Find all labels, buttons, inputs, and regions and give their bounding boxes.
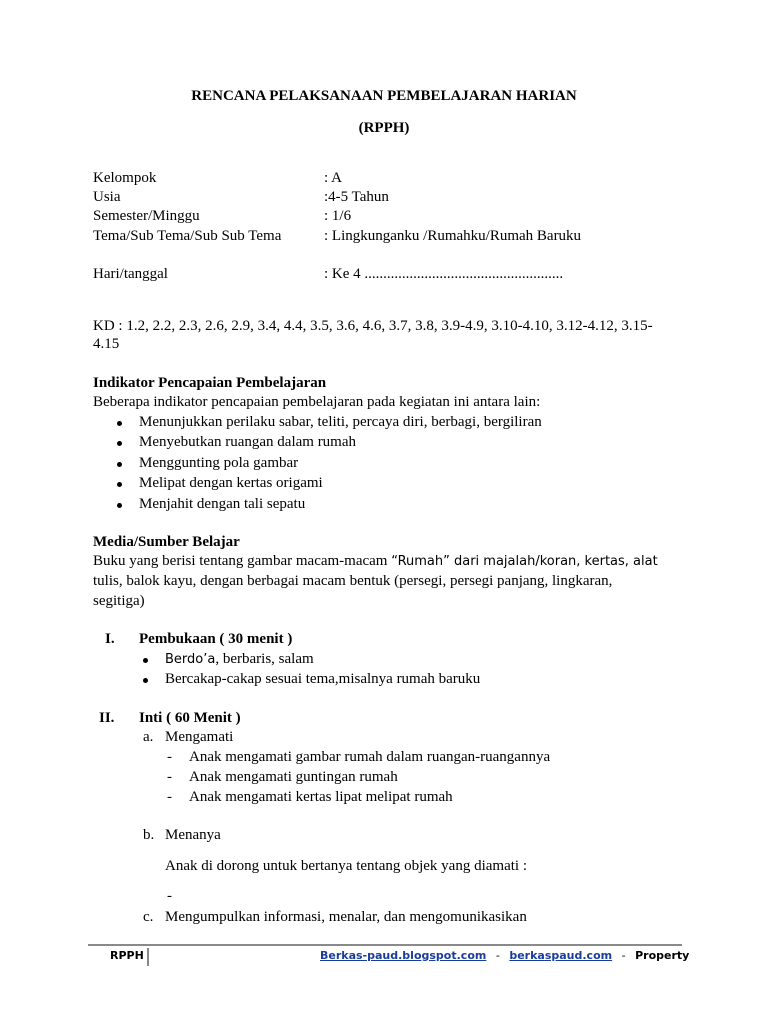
sub-marker: c. xyxy=(143,909,154,925)
sub-marker: a. xyxy=(143,729,154,745)
footer-links xyxy=(320,949,689,962)
document-title: RENCANA PELAKSANAAN PEMBELAJARAN HARIAN xyxy=(191,88,577,104)
meta-value: :4-5 Tahun xyxy=(324,189,389,205)
bullet-icon xyxy=(117,421,122,426)
footer-separator: - xyxy=(495,949,500,962)
list-item: Menggunting pola gambar xyxy=(139,455,299,471)
meta-value: : A xyxy=(324,170,342,186)
list-item: Melipat dengan kertas origami xyxy=(139,475,323,491)
media-text: “Rumah” dari majalah/koran, kertas, alat xyxy=(391,554,658,569)
footer-link[interactable]: berkaspaud.com xyxy=(509,949,613,962)
dash-marker: - xyxy=(167,749,172,765)
footer-link[interactable]: Berkas-paud.blogspot.com xyxy=(320,949,487,962)
meta-value: : Lingkunganku /Rumahku/Rumah Baruku xyxy=(324,228,582,244)
media-heading: Media/Sumber Belajar xyxy=(93,534,240,550)
meta-label: Hari/tanggal xyxy=(93,266,168,282)
kd-line: 4.15 xyxy=(93,336,120,352)
document-subtitle: (RPPH) xyxy=(358,120,410,136)
meta-label: Usia xyxy=(93,189,121,205)
footer-divider xyxy=(88,944,682,946)
bullet-icon xyxy=(117,482,122,487)
section-title: Pembukaan ( 30 menit ) xyxy=(139,631,293,647)
dash-marker: - xyxy=(167,888,172,904)
footer-label: Property xyxy=(635,949,690,962)
list-item-text: , berbaris, salam xyxy=(215,651,314,667)
kd-line: KD : 1.2, 2.2, 2.3, 2.6, 2.9, 3.4, 4.4, 3.5, 3.6, 4.6, 3.7, 3.8, 3.9-4.9, 3.10-4.10, 3.12-4.12, 3.15- xyxy=(93,318,653,334)
meta-value: : Ke 4 ..................................................... xyxy=(324,266,564,282)
sub-title: Mengamati xyxy=(165,729,234,745)
list-item: Bercakap-cakap sesuai tema,misalnya rumah baruku xyxy=(165,671,481,687)
indikator-intro: Beberapa indikator pencapaian pembelajaran pada kegiatan ini antara lain: xyxy=(93,394,541,410)
bullet-icon xyxy=(143,678,148,683)
indikator-heading: Indikator Pencapaian Pembelajaran xyxy=(93,375,327,391)
dash-marker: - xyxy=(167,789,172,805)
meta-value: : 1/6 xyxy=(324,208,352,224)
list-item xyxy=(165,651,314,668)
body-text: Anak di dorong untuk bertanya tentang objek yang diamati : xyxy=(165,858,527,874)
list-item: Anak mengamati kertas lipat melipat rumah xyxy=(189,789,453,805)
media-text: Buku yang berisi tentang gambar macam-macam xyxy=(93,553,392,569)
section-title: Inti ( 60 Menit ) xyxy=(139,710,241,726)
list-item: Anak mengamati gambar rumah dalam ruangan-ruangannya xyxy=(189,749,551,765)
list-item: Menunjukkan perilaku sabar, teliti, percaya diri, berbagi, bergiliran xyxy=(139,414,542,430)
list-item-text: Berdo’a xyxy=(165,652,216,667)
bullet-icon xyxy=(117,462,122,467)
media-line: segitiga) xyxy=(93,593,145,609)
footer-separator: - xyxy=(621,949,626,962)
list-item: Anak mengamati guntingan rumah xyxy=(189,769,398,785)
media-line xyxy=(93,553,658,570)
bullet-icon xyxy=(117,441,122,446)
sub-marker: b. xyxy=(143,827,155,843)
sub-title: Menanya xyxy=(165,827,221,843)
bullet-icon xyxy=(143,658,148,663)
footer-label: RPPH xyxy=(110,949,144,962)
section-number: II. xyxy=(99,710,115,726)
media-line: tulis, balok kayu, dengan berbagai macam bentuk (persegi, persegi panjang, lingkaran, xyxy=(93,573,613,589)
dash-marker: - xyxy=(167,769,172,785)
footer-divider xyxy=(147,948,149,966)
meta-label: Semester/Minggu xyxy=(93,208,200,224)
meta-label: Kelompok xyxy=(93,170,157,186)
list-item: Menjahit dengan tali sepatu xyxy=(139,496,306,512)
sub-title: Mengumpulkan informasi, menalar, dan mengomunikasikan xyxy=(165,909,527,925)
section-number: I. xyxy=(105,631,115,647)
bullet-icon xyxy=(117,503,122,508)
meta-label: Tema/Sub Tema/Sub Sub Tema xyxy=(93,228,282,244)
list-item: Menyebutkan ruangan dalam rumah xyxy=(139,434,357,450)
